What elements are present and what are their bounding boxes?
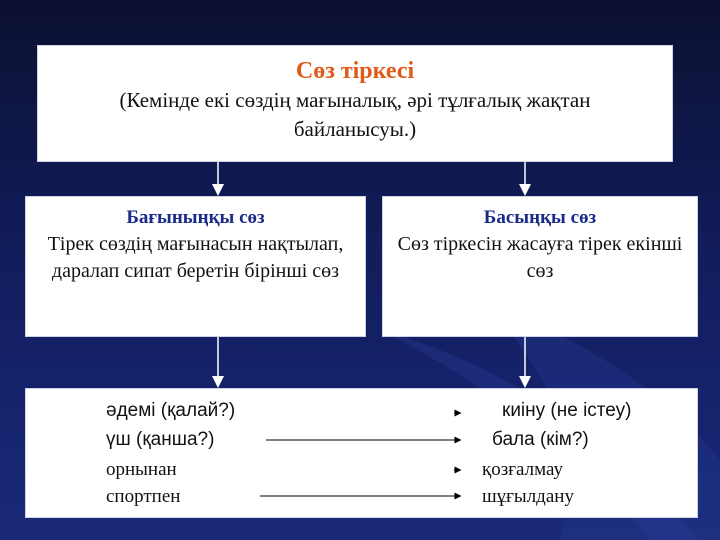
example-4-dependent: спортпен (106, 486, 181, 507)
example-3-head: қозғалмау (482, 459, 563, 480)
dependent-word-title: Бағыныңқы сөз (126, 207, 265, 228)
phrase-definition-box (37, 45, 673, 162)
dependent-word-box (25, 196, 366, 337)
phrase-title: Сөз тіркесі (295, 58, 415, 84)
example-2-dependent: үш (қанша?) (106, 429, 215, 450)
dependent-word-description: Тірек сөздің мағынасын нақтылап, даралап сипат беретін бірінші сөз (47, 233, 344, 282)
examples-box (25, 388, 698, 518)
example-1-head: киіну (не істеу) (502, 400, 632, 421)
example-3-dependent: орнынан (106, 459, 177, 480)
head-word-title: Басыңқы сөз (483, 207, 597, 228)
phrase-description: (Кемінде екі сөздің мағыналық, әрі тұлғалық жақтан байланысуы.) (119, 88, 591, 141)
example-2-head: бала (кім?) (492, 429, 589, 450)
head-word-description: Сөз тіркесін жасауға тірек екінші сөз (397, 233, 683, 282)
head-word-box (382, 196, 698, 337)
example-1-dependent: әдемі (қалай?) (106, 400, 236, 421)
example-4-head: шұғылдану (482, 486, 574, 507)
